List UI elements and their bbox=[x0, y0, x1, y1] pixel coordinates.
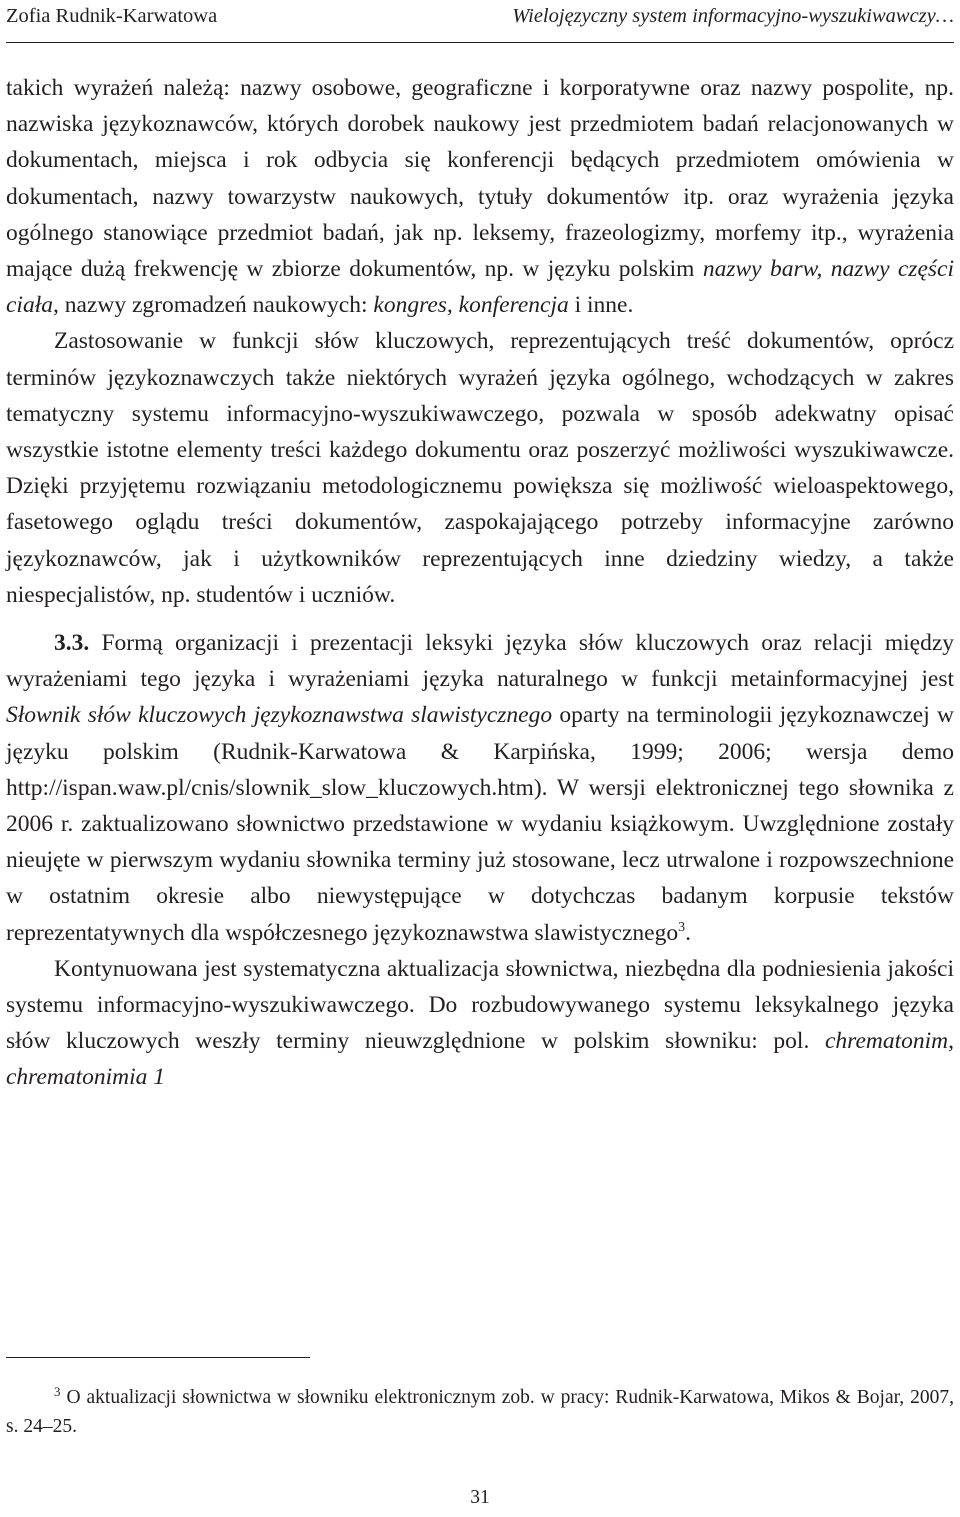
page-number: 31 bbox=[470, 1487, 490, 1508]
section-number: 3.3. bbox=[54, 630, 90, 657]
running-header bbox=[6, 2, 954, 32]
paragraph-4-text: Kontynuowana jest systematyczna aktualizacja słownictwa, niezbędna dla podniesienia jakości systemu informacyjno-wyszukiwawczego. Do rozbudowywanego systemu leksykalnego języka słów kluczowych weszły terminy nieuwzględnione w polskim słowniku: pol. bbox=[6, 955, 954, 1055]
body-text bbox=[6, 70, 954, 1096]
footnote-reference[interactable]: 3 bbox=[678, 919, 686, 935]
header-rule bbox=[6, 42, 954, 43]
paragraph-1 bbox=[6, 70, 954, 323]
paragraph-2: Zastosowanie w funkcji słów kluczowych, reprezentujących treść dokumentów, oprócz terminów językoznawczych także niektórych wyrażeń języka ogólnego, wchodzących w zakres tematyczny systemu informacyjno-wyszukiwawczego, pozwala w sposób adekwatny opisać wszystkie istotne elementy treści każdego dokumentu oraz poszerzyć możliwości wyszukiwawcze. Dzięki przyjętemu rozwiązaniu metodologicznemu powiększa się możliwość wieloaspektowego, fasetowego oglądu treści dokumentów, zaspokajającego potrzeby informacyjne zarówno językoznawców, jak i użytkowników reprezentujących inne dziedziny wiedzy, a także niespecjalistów, np. studentów i uczniów. bbox=[6, 328, 954, 608]
section-3-3-text-a: Formą organizacji i prezentacji leksyki języka słów kluczowych oraz relacji między wyrażeniami tego języka i wyrażeniami języka naturalnego w funkcji metainformacyjnej jest bbox=[6, 630, 954, 693]
paragraph-1-italic-a: nazwy barw, nazwy części ciała bbox=[6, 256, 954, 319]
paragraph-1-italic-b: kongres, konferencja bbox=[373, 292, 569, 319]
footnote-text: O aktualizacji słownictwa w słowniku elektronicznym zob. w pracy: Rudnik-Karwatowa, Mikos & Bojar, 2007, s. 24–25. bbox=[6, 1387, 954, 1437]
section-3-3-text-c: . bbox=[685, 919, 691, 946]
paragraph-4 bbox=[6, 951, 954, 1096]
footnote-paragraph bbox=[6, 1383, 954, 1441]
footnote bbox=[6, 1383, 954, 1441]
footnote-mark: 3 bbox=[54, 1383, 61, 1399]
footnote-rule bbox=[6, 1357, 310, 1358]
paragraph-1-text-c: i inne. bbox=[568, 292, 634, 319]
header-short-title: Wielojęzyczny system informacyjno-wyszukiwawczy… bbox=[512, 5, 954, 27]
section-3-3-paragraph bbox=[6, 625, 954, 951]
header-author: Zofia Rudnik-Karwatowa bbox=[6, 5, 218, 27]
dictionary-title: Słownik słów kluczowych językoznawstwa slawistycznego bbox=[6, 702, 553, 729]
section-3-3-text-b: oparty na terminologii językoznawczej w języku polskim (Rudnik-Karwatowa & Karpińska, 1999; 2006; wersja demo http://ispan.waw.pl/cnis/slownik_slow_kluczowych.htm). W wersji elektronicznej tego słownika z 2006 r. zaktualizowano słownictwo przedstawione w wydaniu książkowym. Uwzględnione zostały nieujęte w pierwszym wydaniu słownika terminy już stosowane, lecz utrwalone i rozpowszechnione w ostatnim okresie albo niewystępujące w dotychczas badanym korpusie tekstów reprezentatywnych dla współczesnego językoznawstwa slawistycznego bbox=[6, 702, 954, 946]
paragraph-1-text-a: takich wyrażeń należą: nazwy osobowe, geograficzne i korporatywne oraz nazwy pospolite, np. nazwiska językoznawców, których dorobek naukowy jest przedmiotem badań relacjonowanych w dokumentach, miejsca i rok odbycia się konferencji będących przedmiotem omówienia w dokumentach, nazwy towarzystw naukowych, tytuły dokumentów itp. oraz wyrażenia języka ogólnego stanowiące przedmiot badań, jak np. leksemy, frazeologizmy, morfemy itp., wyrażenia mające dużą frekwencję w zbiorze dokumentów, np. w języku polskim bbox=[6, 75, 954, 283]
paragraph-4-italic-tail: chrematonim, chrematonimia 1 bbox=[6, 1028, 954, 1091]
paragraph-1-text-b: , nazwy zgromadzeń naukowych: bbox=[53, 292, 374, 319]
